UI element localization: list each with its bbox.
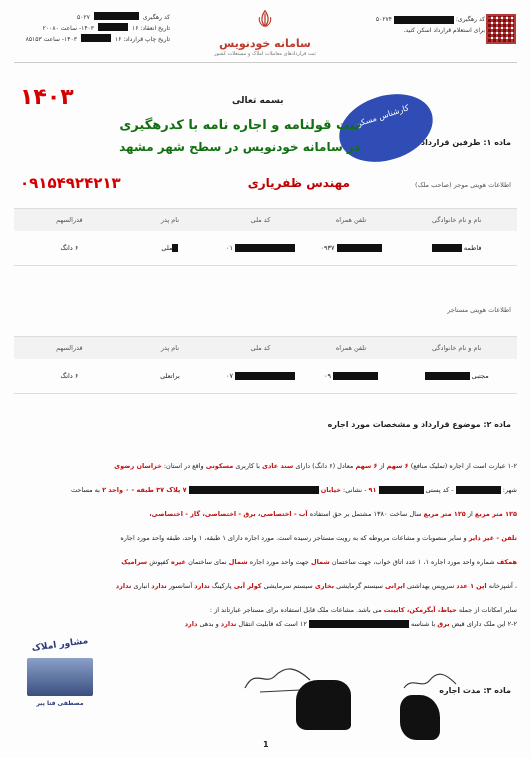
- text: آسانسور: [168, 582, 193, 590]
- redaction: [400, 695, 440, 740]
- text: و سایر منصوبات و مشاعات مربوطه که به رویت مستاجر رسیده است. مورد اجاره دارای ۱ طبقه، ۱ واحد، طبقه واحد مورد اجاره: [120, 534, 467, 542]
- text: شماره واحد مورد اجاره ۱، ۱ عدد اتاق خواب، جهت ساختمان: [331, 558, 495, 566]
- logo-footer: مصطفی فتا پیر: [36, 700, 84, 707]
- redaction: [333, 372, 378, 380]
- clause-2-2: [14, 618, 517, 630]
- iran-emblem-icon: [254, 8, 276, 30]
- redaction: [379, 486, 424, 494]
- header-brand: [205, 8, 325, 57]
- tenant-phone: ۰۹: [323, 372, 331, 380]
- redaction: [337, 244, 382, 252]
- text: معادل (۶ دانگ) دارای: [295, 462, 354, 470]
- house-logo-icon: [27, 658, 93, 696]
- redaction: [425, 372, 470, 380]
- tenant-name: مجتبی: [471, 372, 489, 380]
- text: سیستم گرمایشی: [336, 582, 383, 590]
- col-father: نام پدر: [160, 216, 180, 224]
- value: سرامیک: [121, 558, 148, 566]
- value: ایرانی: [384, 582, 405, 590]
- text: - کد پستی: [425, 486, 454, 494]
- text: ، آشپزخانه: [488, 582, 517, 590]
- lessor-table: [14, 208, 517, 266]
- value: ۹۱: [368, 486, 377, 494]
- value: بخاری: [314, 582, 335, 590]
- stamp-text: کارشناس مسکن: [354, 103, 411, 130]
- text: ۱۲: [299, 620, 307, 628]
- col-share: قدرالسهم: [56, 216, 83, 224]
- ad-line-2: در سامانه خودنویس در سطح شهر مشهد: [119, 140, 360, 154]
- lessor-section-label: اطلاعات هویتی موجر (صاحب ملک): [415, 181, 511, 189]
- text: از: [467, 510, 473, 518]
- redaction: [432, 244, 462, 252]
- col-phone: تلفن همراه: [335, 216, 367, 224]
- text: به مساحت: [70, 486, 100, 494]
- value: ۱۲۵ متر مربع: [423, 510, 466, 518]
- header-divider: [14, 62, 517, 63]
- redaction: [172, 244, 178, 252]
- bismillah-heading: بسمه تعالی: [232, 96, 284, 106]
- text: سرویس بهداشتی: [407, 582, 455, 590]
- value: ندارد: [115, 582, 132, 590]
- col-share: قدرالسهم: [56, 344, 83, 352]
- text: سایر امکانات از جمله: [458, 606, 517, 614]
- value: آب - اختصاصی، برق - اختصاصی، گاز - اختصاصی،: [149, 510, 308, 518]
- value: اپن: [476, 582, 487, 590]
- redaction: [235, 372, 295, 380]
- value: شمال: [310, 558, 330, 566]
- value: ۶ سهم: [386, 462, 409, 470]
- tracking-code-value: ۵۰۲۷۴: [375, 16, 393, 23]
- value: ۷ پلاک ۳۷ طبقه - ۰ واحد ۲: [102, 486, 187, 494]
- logo-title: مشاور املاک: [31, 636, 89, 654]
- redaction: [81, 34, 111, 42]
- print-date-value: ۱۴۰۳- ساعت ۸۵۱۵۳: [25, 36, 77, 43]
- ad-contact: [20, 174, 350, 192]
- value: دارد: [184, 620, 198, 628]
- tenant-section-label: اطلاعات هویتی مستاجر: [447, 306, 511, 314]
- value: غیره: [171, 558, 186, 566]
- col-phone: تلفن همراه: [335, 344, 367, 352]
- clause-2-1-line-6: [14, 580, 517, 592]
- value: حیاط، آبگرمکن، کابینت: [383, 606, 457, 614]
- text: با شناسه: [410, 620, 436, 628]
- text: پارکینگ: [211, 582, 232, 590]
- table-row: [14, 231, 517, 265]
- value: برق: [437, 620, 450, 628]
- scan-note: برای استعلام قرارداد اسکن کنید.: [403, 27, 485, 34]
- value: ندارد: [220, 620, 237, 628]
- clause-2-1-line-2: [14, 484, 517, 496]
- tenant-national-id: ۰۷: [225, 372, 233, 380]
- value: ۱ عدد: [456, 582, 475, 590]
- header-meta-right: [375, 14, 485, 36]
- brand-title: سامانه خودنویس: [219, 37, 311, 50]
- redaction: [98, 23, 128, 31]
- redaction: [394, 16, 454, 24]
- text: است که قابلیت انتقال: [238, 620, 298, 628]
- clause-2-1-line-1: [14, 460, 517, 472]
- brand-subtitle: ثبت قراردادهای معاملات املاک و مستغلات کشور: [214, 51, 316, 57]
- text: - نشانی:: [343, 486, 367, 494]
- value: کولر آبی: [233, 582, 262, 590]
- text: جهت واحد مورد اجاره: [249, 558, 309, 566]
- table-header: [14, 337, 517, 359]
- lessor-phone: ۰۹۳۷: [320, 244, 335, 252]
- qr-code-icon[interactable]: [486, 14, 516, 44]
- text: سیستم سرمایشی: [263, 582, 313, 590]
- value: همکف: [496, 558, 517, 566]
- clause-2-1-line-5: [14, 556, 517, 568]
- agency-logo: [20, 632, 100, 732]
- text: شهر:: [502, 486, 517, 494]
- value: تلفن - غیر دایر: [468, 534, 517, 542]
- tenant-father: براتعلی: [160, 372, 180, 380]
- value: ۱۲۵ متر مربع: [474, 510, 517, 518]
- redaction: [94, 12, 139, 20]
- article-1-heading: ماده ۱: طرفین قرارداد: [421, 138, 511, 147]
- lessor-father: ملی: [161, 244, 173, 252]
- header-meta-left: [20, 12, 170, 45]
- text: و بدهی: [199, 620, 219, 628]
- article-2-heading: ماده ۲: موضوع قرارداد و مشخصات مورد اجاره: [327, 420, 511, 429]
- text: ۲-۲ این ملک دارای قبض: [451, 620, 517, 628]
- signature-lessor: [400, 668, 460, 698]
- text: با کاربری: [235, 462, 260, 470]
- text: می باشد. مشاعات ملک قابل استفاده برای مستاجر عبارتاند از :: [209, 606, 382, 614]
- redaction: [456, 486, 501, 494]
- value: مسکونی: [205, 462, 234, 470]
- redaction: [235, 244, 295, 252]
- value: خراسان رضوی: [114, 462, 162, 470]
- text: سال ساخت ۱۳۸۰ مشتمل بر حق استفاده: [309, 510, 422, 518]
- redaction: [309, 620, 409, 628]
- clause-2-1-line-4: [14, 532, 517, 544]
- value: ندارد: [194, 582, 210, 590]
- redaction: [296, 680, 351, 730]
- col-national-id: کد ملی: [250, 344, 271, 352]
- ad-phone: ۰۹۱۵۴۹۲۴۲۱۳: [20, 174, 121, 192]
- tracking-code-label: کد رهگیری: [142, 14, 170, 21]
- year-overlay: ۱۴۰۳: [20, 85, 74, 110]
- table-row: [14, 359, 517, 393]
- tenant-share: ۶ دانگ: [60, 372, 79, 380]
- text: ۱-۲ عبارت است از اجاره (تملیک منافع): [410, 462, 517, 470]
- page-number: 1: [263, 740, 269, 749]
- lessor-share: ۶ دانگ: [60, 244, 79, 252]
- redaction: [189, 486, 319, 494]
- lessor-national-id: ۰۱: [225, 244, 233, 252]
- value: ندارد: [151, 582, 167, 590]
- value: خیابان: [320, 486, 341, 494]
- col-national-id: کد ملی: [250, 216, 271, 224]
- contract-date-value: ۱۴۰۳- ساعت ۲۰۰۸۰: [42, 25, 94, 32]
- text: انباری: [133, 582, 150, 590]
- table-header: [14, 209, 517, 231]
- text: کفپوش: [149, 558, 169, 566]
- value: شمال: [228, 558, 248, 566]
- tracking-code-value: ۵۰۲۷: [77, 14, 90, 21]
- tracking-code-label: کد رهگیری:: [455, 16, 485, 23]
- contract-date-label: تاریخ انعقاد: ۱۶: [132, 25, 170, 32]
- print-date-label: تاریخ چاپ قرارداد: ۱۶: [114, 36, 170, 43]
- tenant-table: [14, 336, 517, 394]
- value: ۶ سهم: [355, 462, 378, 470]
- ad-line-1: ثبت قولنامه و اجاره نامه با کدرهگیری: [119, 118, 360, 133]
- text: نمای ساختمان: [188, 558, 227, 566]
- text: واقع در استان:: [163, 462, 204, 470]
- clause-2-1-line-7: [14, 604, 517, 616]
- lessor-name: فاطمه: [463, 244, 482, 252]
- col-father: نام پدر: [160, 344, 180, 352]
- col-name: نام و نام خانوادگی: [431, 216, 482, 224]
- value: سند عادی: [262, 462, 294, 470]
- text: از: [379, 462, 385, 470]
- article-3-heading: ماده ۳: مدت اجاره: [439, 686, 511, 695]
- col-name: نام و نام خانوادگی: [431, 344, 482, 352]
- clause-2-1-line-3: [14, 508, 517, 520]
- ad-name: مهندس ظفریاری: [247, 176, 350, 190]
